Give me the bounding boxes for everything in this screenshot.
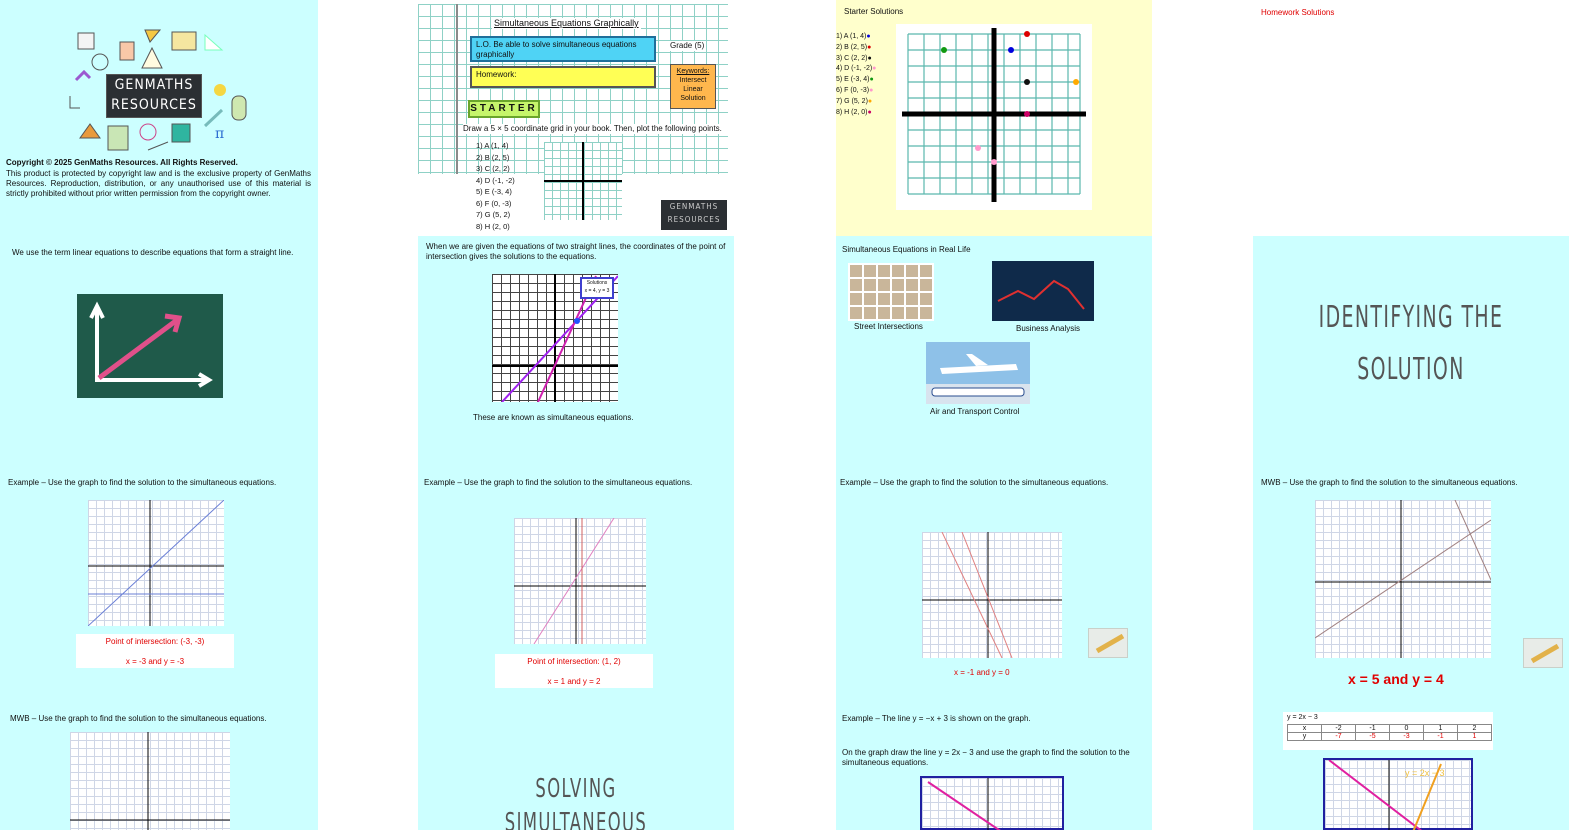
slide-mwb-1[interactable] [1253, 472, 1569, 708]
chalkboard-arrow-image [77, 294, 223, 398]
copyright-title: Copyright © 2025 GenMaths Resources. All Rights Reserved. [6, 158, 238, 167]
point-marker-b: ● [867, 43, 872, 51]
slide-linear-equations[interactable] [0, 236, 318, 472]
slide-real-life[interactable] [836, 236, 1152, 472]
example-1-title: Example – Use the graph to find the solution to the simultaneous equations. [8, 478, 277, 487]
starter-banner: STARTER [468, 100, 540, 118]
slide-example-4[interactable] [836, 708, 1152, 830]
lesson-title: Simultaneous Equations Graphically [494, 18, 639, 28]
example-3-title: Example – Use the graph to find the solution to the simultaneous equations. [840, 478, 1109, 487]
starter-points-list: 1) A (1, 4) 2) B (2, 5) 3) C (2, 2) 4) D (-1, -2) 5) E (-3, 4) 6) F (0, -3) 7) G (5, 2) 8) H (2, 0) [476, 141, 515, 231]
starter-solutions-title: Starter Solutions [844, 7, 904, 16]
point-marker-a: ● [866, 33, 871, 40]
starter-solution-grid [896, 24, 1092, 210]
example-4-line2: On the graph draw the line y = 2x − 3 and use the graph to find the solution to the simultaneous equations. [842, 748, 1130, 767]
mwb-1-answer: x = 5 and y = 4 [1348, 671, 1444, 687]
genmaths-logo-small: GENMATHS RESOURCES [661, 200, 727, 230]
grade-label: Grade (5) [670, 41, 705, 50]
pencil-icon [1523, 638, 1563, 668]
genmaths-logo: GENMATHS RESOURCES [106, 74, 202, 118]
example-4-line1: Example – The line y = −x + 3 is shown on the graph. [842, 714, 1031, 723]
point-marker-f: ● [869, 86, 874, 94]
intersection-text: When we are given the equations of two straight lines, the coordinates of the point of intersection gives the solutions to the equations. [426, 242, 726, 261]
identifying-title-line2: SOLUTION [1357, 352, 1465, 387]
intersection-graph [492, 274, 618, 402]
point-marker-d: ● [872, 65, 877, 73]
homework-box: Homework: [470, 66, 656, 88]
slide-example-1[interactable] [0, 472, 318, 708]
homework-solutions-title: Homework Solutions [1261, 8, 1335, 17]
slide-example-5[interactable] [1253, 708, 1569, 830]
table-equation: y = 2x − 3 [1287, 714, 1318, 721]
slide-identifying-title[interactable] [1253, 236, 1569, 472]
solutions-callout: Solutions x = 4, y = 3 [580, 277, 614, 299]
point-marker-h: ● [867, 108, 872, 116]
copyright-body: This product is protected by copyright law and is the exclusive property of GenMaths Resources. Reproduction, distribution, or any unauthorised use of this material is strictly prohibited without prior written permission from the copyright owner. [6, 169, 311, 198]
point-marker-g: ● [867, 97, 873, 105]
example-2-answer: Point of intersection: (1, 2) x = 1 and y = 2 [495, 654, 653, 688]
slide-cover[interactable] [0, 0, 318, 236]
table-of-values: y = 2x − 3 x -2 -1 0 1 2 y -7 -5 -3 -1 1 [1283, 712, 1493, 750]
slide-solving-title[interactable] [418, 708, 734, 830]
slide-homework-solutions[interactable] [1253, 0, 1569, 236]
business-analysis-caption: Business Analysis [1016, 324, 1081, 333]
example-4-graph [920, 776, 1064, 830]
line-label: y = 2x − 3 [1405, 768, 1445, 778]
mwb-1-title: MWB – Use the graph to find the solution to the simultaneous equations. [1261, 478, 1518, 487]
slide-mwb-2[interactable] [0, 708, 318, 830]
transport-caption: Air and Transport Control [930, 407, 1020, 416]
point-marker-c: ● [867, 54, 872, 62]
transport-image [926, 342, 1030, 404]
mwb-2-title: MWB – Use the graph to find the solution to the simultaneous equations. [10, 714, 267, 723]
slide-starter-solutions[interactable] [836, 0, 1152, 236]
street-intersections-caption: Street Intersections [854, 322, 923, 331]
pencil-icon [1088, 628, 1128, 658]
example-2-title: Example – Use the graph to find the solution to the simultaneous equations. [424, 478, 693, 487]
point-marker-e: ● [869, 76, 874, 84]
keywords-box: Keywords: Intersect Linear Solution [670, 64, 716, 109]
solutions-points-list: 1) A (1, 4)● 2) B (2, 5)● 3) C (2, 2)● 4) D (-1, -2)● 5) E (-3, 4)● 6) F (0, -3)● 7) G (5, 2)● 8) H (2, 0)● [836, 33, 877, 116]
business-analysis-image [992, 261, 1094, 321]
simultaneous-caption: These are known as simultaneous equations. [473, 413, 634, 422]
example-3-graph [922, 532, 1062, 658]
slide-example-3[interactable] [836, 472, 1152, 708]
identifying-title-line1: IDENTIFYING THE [1318, 300, 1504, 335]
example-2-graph [514, 518, 646, 644]
starter-instruction: Draw a 5 × 5 coordinate grid in your book. Then, plot the following points. [463, 124, 733, 134]
solving-title-line1: SOLVING SIMULTANEOUS [504, 774, 648, 830]
learning-objective: L.O. Be able to solve simultaneous equations graphically [470, 36, 656, 62]
slide-example-2[interactable] [418, 472, 734, 708]
margin-line [456, 4, 458, 174]
mwb-2-graph [70, 732, 230, 830]
mwb-1-graph [1315, 500, 1491, 658]
example-1-answer: Point of intersection: (-3, -3) x = -3 and y = -3 [76, 634, 234, 668]
real-life-title: Simultaneous Equations in Real Life [842, 245, 971, 254]
slide-intersection-intro[interactable] [418, 236, 734, 472]
street-intersections-image [848, 263, 934, 321]
starter-mini-grid [544, 142, 622, 220]
example-5-graph [1323, 758, 1473, 830]
example-1-graph [88, 500, 224, 626]
linear-equations-text: We use the term linear equations to describe equations that form a straight line. [12, 248, 294, 257]
svg-text:π: π [215, 126, 225, 142]
example-3-answer: x = -1 and y = 0 [954, 668, 1010, 677]
slide-lesson-starter[interactable] [418, 0, 734, 236]
